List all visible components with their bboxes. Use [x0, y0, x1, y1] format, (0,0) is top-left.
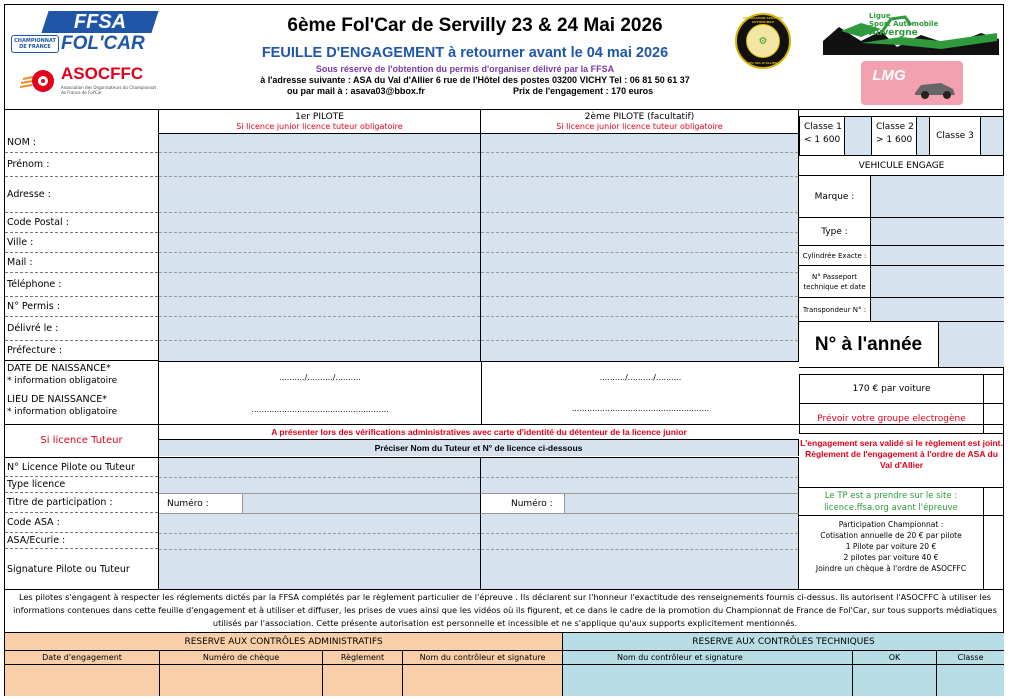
validation-notice — [799, 436, 1004, 488]
asocffc-logo — [19, 63, 169, 99]
lmg-logo-text: LMG — [872, 66, 906, 84]
lmg-logo — [861, 61, 963, 105]
admin-col-controleur: Nom du contrôleur et signature — [403, 651, 563, 665]
label-signature: Signature Pilote ou Tuteur — [7, 563, 130, 575]
entry-price: Prix de l'engagement : 170 euros — [513, 86, 654, 96]
pilot2-identity-fields[interactable] — [481, 134, 799, 361]
label-prefecture: Préfecture : — [5, 341, 158, 361]
classe2-label: Classe 2 — [876, 122, 914, 132]
pilot1-date-naissance[interactable]: ........../........../.......... — [279, 372, 361, 382]
pilot1-licence-fields[interactable] — [159, 457, 481, 493]
vehicle-engaged-title: VEHICULE ENGAGE — [799, 156, 1004, 176]
tp-site-link[interactable]: licence.ffsa.org avant l'épreuve — [824, 503, 958, 513]
event-title: 6ème Fol'Car de Servilly 23 & 24 Mai 2026 — [287, 15, 663, 36]
tech-ok-cell[interactable] — [853, 665, 937, 696]
admin-reglement-cell[interactable] — [323, 665, 403, 696]
label-tuteur: Si licence Tuteur — [40, 434, 123, 446]
label-passeport: N° Passeport technique et date — [799, 266, 871, 298]
asocffc-logo-text: ASOCFFC — [61, 64, 144, 83]
return-mail: ou par mail à : asava03@bbox.fr — [287, 86, 425, 96]
classe1-label: Classe 1 — [804, 122, 842, 132]
pilot2-header — [481, 110, 799, 134]
pilot1-asa-signature-fields[interactable] — [159, 513, 481, 589]
price-per-car: 170 € par voiture — [799, 374, 984, 404]
pilot2-licence-fields[interactable] — [481, 457, 799, 493]
classe3-check[interactable] — [981, 116, 1003, 156]
asa-seal-text: ASSOCIATION SPORTIVE AUTOMOBILE — [742, 16, 784, 24]
ffsa-logo-text: FFSA — [73, 10, 127, 33]
reglement-text: Règlement de l'engagement à l'ordre de ASA du Val d'Allier — [805, 449, 998, 470]
generator-check[interactable] — [984, 404, 1004, 434]
pilot1-numero-label: Numéro : — [159, 494, 243, 513]
classe2-range: > 1 600 — [876, 135, 913, 145]
ligue-sport-label: Sport Automobile — [869, 20, 939, 28]
pilot2-lieu-naissance[interactable]: ...................................................... — [481, 393, 799, 424]
pilot2-numero-input[interactable] — [565, 494, 798, 513]
ligue-region-label: Auvergne — [869, 28, 918, 38]
championship-fee-1: Cotisation annuelle de 20 € par pilote — [820, 531, 962, 540]
label-date-naissance — [5, 362, 158, 390]
ligue-auvergne-logo — [821, 11, 1001, 61]
pilot1-junior-note: Si licence junior licence tuteur obligatoire — [236, 122, 403, 131]
tuteur-detail-notice: Préciser Nom du Tuteur et N° de licence ci-dessous — [159, 439, 799, 456]
label-marque: Marque : — [799, 176, 871, 218]
marque-input[interactable] — [871, 176, 1004, 218]
tech-controls-title: RESERVE AUX CONTRÔLES TECHNIQUES — [563, 633, 1004, 651]
tech-col-classe: Classe — [937, 651, 1004, 665]
admin-date-cell[interactable] — [5, 665, 160, 696]
label-delivre: Délivré le : — [5, 317, 158, 341]
pilot1-header — [159, 110, 481, 134]
championship-fee-3: 2 pilotes par voiture 40 € — [843, 553, 939, 562]
folcar-logo-text: FOL'CAR — [61, 33, 145, 54]
pilot1-titre-row — [159, 493, 481, 513]
label-prenom: Prénom : — [5, 153, 158, 177]
asa-seal-logo: ⚙ ASSOCIATION SPORTIVE AUTOMOBILE DU VAL D'ALLIER — [735, 13, 791, 69]
admin-controls-table — [5, 651, 563, 696]
lieu-naissance-note: * information obligatoire — [7, 407, 118, 417]
admin-controls-title: RESERVE AUX CONTRÔLES ADMINISTRATIFS — [5, 633, 563, 651]
label-mail: Mail : — [5, 253, 158, 273]
tech-controleur-cell[interactable] — [563, 665, 853, 696]
pilot2-date-naissance[interactable]: ........../........../.......... — [481, 365, 799, 389]
header — [5, 5, 1004, 110]
transpondeur-input[interactable] — [871, 298, 1004, 322]
admin-col-cheque: Numéro de chèque — [160, 651, 323, 665]
entry-form — [4, 4, 1004, 696]
label-ville: Ville : — [5, 233, 158, 253]
admin-col-reglement: Règlement — [323, 651, 403, 665]
classe1-box[interactable] — [799, 116, 845, 156]
pilot1-title: 1er PILOTE — [295, 112, 344, 122]
pilot2-numero-label: Numéro : — [481, 494, 565, 513]
date-naissance-note: * information obligatoire — [7, 376, 118, 386]
label-licence: N° Licence Pilote ou Tuteur — [5, 457, 158, 477]
ffsa-championship-label: CHAMPIONNAT DE FRANCE — [14, 38, 56, 50]
permit-notice: Sous réserve de l'obtention du permis d'organiser délivré par la FFSA — [315, 64, 615, 74]
pilot2-titre-row — [481, 493, 799, 513]
label-nom: NOM : — [5, 133, 158, 153]
label-adresse: Adresse : — [5, 177, 158, 213]
pilot2-junior-note: Si licence junior licence tuteur obligatoire — [556, 122, 723, 131]
ligue-label: Ligue — [869, 12, 891, 20]
pilot2-asa-signature-fields[interactable] — [481, 513, 799, 589]
tech-col-ok: OK — [853, 651, 937, 665]
label-permis: N° Permis : — [5, 297, 158, 317]
label-type-licence: Type licence — [5, 477, 158, 493]
label-titre: Titre de participation : — [5, 493, 158, 513]
return-address: à l'adresse suivante : ASA du Val d'Allier 6 rue de l'Hôtel des postes 03200 VICHY Tel : 06 81 50 61 37 — [260, 75, 690, 85]
numero-annee-title: N° à l'année — [799, 322, 939, 368]
label-ecurie: ASA/Ecurie : — [5, 533, 158, 549]
tech-classe-cell[interactable] — [937, 665, 1004, 696]
championship-fee-2: 1 Pilote par voiture 20 € — [845, 542, 937, 551]
classe2-box[interactable] — [871, 116, 917, 156]
validation-text: L'engagement sera validé si le règlement est joint. — [800, 438, 1003, 448]
championship-fee-4: Joindre un chèque à l'ordre de ASOCFFC — [815, 564, 967, 573]
price-check[interactable] — [984, 374, 1004, 404]
legal-declaration: Les pilotes s'engagent à respecter les réglements dictés par la FFSA complétés par le règlement particulier de l'épreuve . Ils déclarent sur l'honneur l'exactitude des renseignements fournis ci-dessus. Ils autorisent l'ASOCFFC à utiliser les informations contenues dans cette feuille d'engagement et à utiliser et diffuser, les prises de vues ainsi que les vidéos où ils figurent, et ce dans le cadre de la promotion du Championnat de France de Fol'Car, sur tous supports médiatiques utilisés par l'association. Cette présente autorisation est personnelle et incessible et ne s'applique qu'aux supports explicitement mentionnés. — [13, 592, 997, 628]
admin-col-date: Date d'engagement — [5, 651, 160, 665]
vehicle-panel — [799, 110, 1004, 589]
championship-title: Participation Championnat : — [838, 520, 944, 529]
asocffc-subtitle: Association des Organisateurs du Championnat de France de Fol'Car — [61, 85, 157, 95]
tp-notice — [799, 488, 984, 516]
generator-notice: Prévoir votre groupe electrogène — [799, 404, 984, 434]
tp-text: Le TP est a prendre sur le site : — [824, 491, 958, 501]
label-cylindree: Cylindrée Exacte : — [799, 246, 871, 266]
label-type: Type : — [799, 218, 871, 246]
form-subtitle: FEUILLE D'ENGAGEMENT à retourner avant le 04 mai 2026 — [261, 45, 669, 61]
tp-check[interactable] — [984, 488, 1004, 516]
tech-controls-table — [563, 651, 1004, 696]
pilot2-title: 2ème PILOTE (facultatif) — [584, 112, 695, 122]
pilot1-identity-fields[interactable] — [159, 134, 481, 361]
label-code-asa: Code ASA : — [5, 513, 158, 533]
date-naissance-title: DATE DE NAISSANCE* — [7, 363, 111, 374]
wheel-icon — [19, 65, 55, 95]
admin-cheque-cell[interactable] — [160, 665, 323, 696]
label-transpondeur: Transpondeur N° : — [799, 298, 871, 322]
car-icon — [911, 77, 959, 101]
label-code-postal: Code Postal : — [5, 213, 158, 233]
classe2-check[interactable] — [917, 116, 929, 156]
asa-seal-subtext: DU VAL D'ALLIER — [748, 60, 778, 65]
pilot1-lieu-naissance[interactable]: ...................................................... — [251, 404, 389, 414]
numero-annee-input[interactable] — [939, 322, 1004, 368]
admin-controleur-cell[interactable] — [403, 665, 563, 696]
ffsa-logo — [11, 11, 159, 55]
lieu-naissance-title: LIEU DE NAISSANCE* — [7, 394, 108, 405]
admin-verification-notice: A présenter lors des vérifications administratives avec carte d'identité du détenteur de la licence junior — [271, 427, 687, 437]
cylindree-input[interactable] — [871, 246, 1004, 266]
classe3-box[interactable]: Classe 3 — [929, 116, 981, 156]
classe1-range: < 1 600 — [804, 135, 841, 145]
label-lieu-naissance — [5, 393, 158, 421]
label-telephone: Téléphone : — [5, 273, 158, 297]
classe1-check[interactable] — [845, 116, 871, 156]
passeport-input[interactable] — [871, 266, 1004, 298]
pilot1-numero-input[interactable] — [243, 494, 480, 513]
tech-col-controleur: Nom du contrôleur et signature — [563, 651, 853, 665]
championship-participation — [799, 516, 984, 589]
type-input[interactable] — [871, 218, 1004, 246]
